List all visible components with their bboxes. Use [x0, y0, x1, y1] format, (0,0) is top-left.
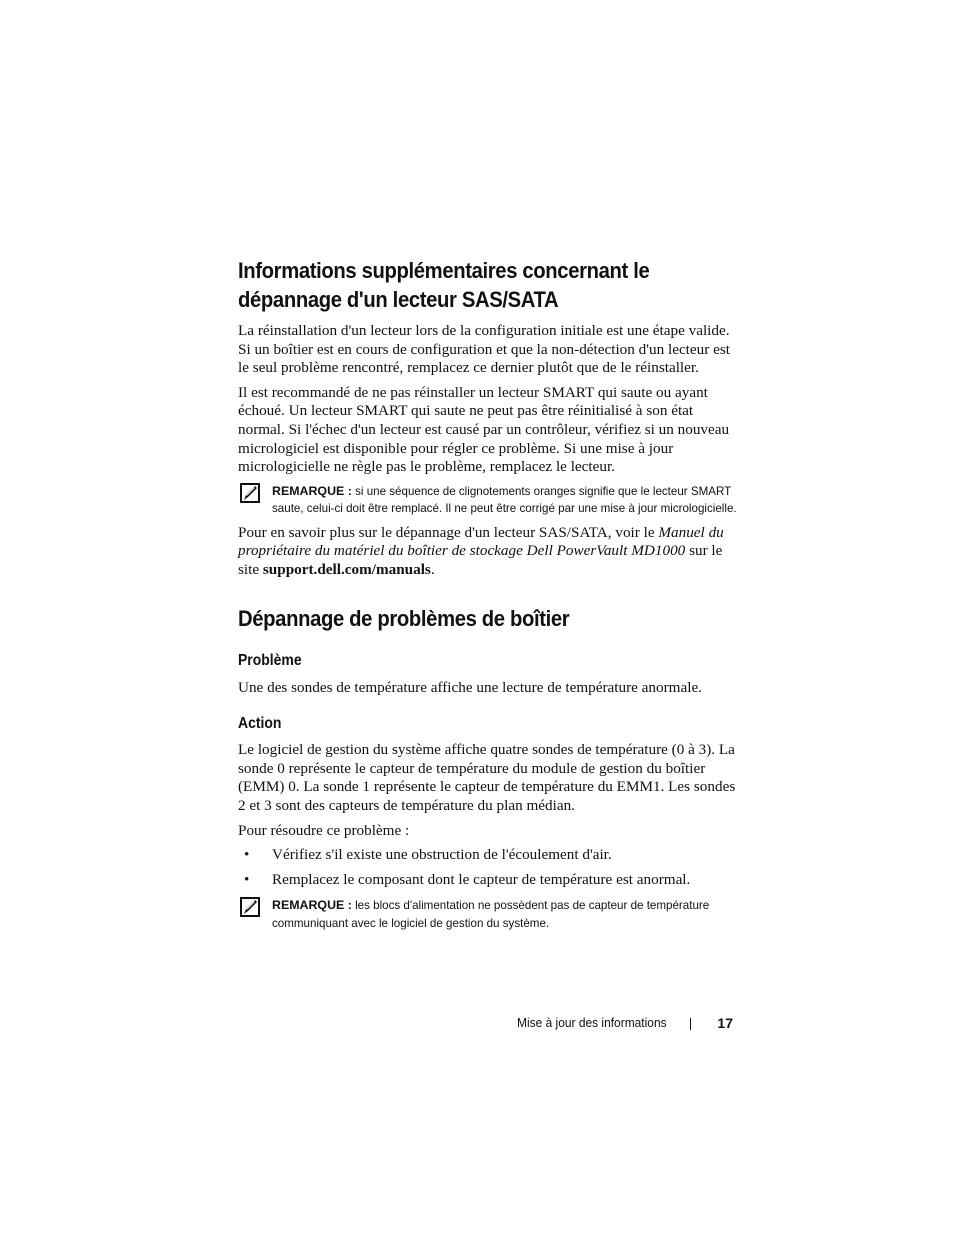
pencil-note-icon: [240, 483, 260, 503]
note-power-supply: [238, 897, 738, 932]
resolve-intro: Pour résoudre ce problème :: [238, 821, 410, 839]
support-link[interactable]: support.dell.com/manuals: [262, 560, 431, 578]
note-text: si une séquence de clignotements oranges signifie que le lecteur SMART saute, celui-ci doit être remplacé. Il ne peut être corrigé par une mise à jour micrologicielle.: [272, 484, 737, 516]
paragraph-reinstall: La réinstallation d'un lecteur lors de la configuration initiale est une étape valide. Si un boîtier est en cours de configuration et que la non-détection d'un lecteur est le seul problème rencontré, remplacez ce dernier plutôt que de le réinstaller.: [238, 322, 730, 377]
footer-separator: [690, 1018, 691, 1030]
note-label: REMARQUE :: [272, 483, 352, 498]
footer-section-name: Mise à jour des informations: [517, 1015, 667, 1030]
action-text: Le logiciel de gestion du système affiche quatre sondes de température (0 à 3). La sonde 0 représente le capteur de température du module de gestion du boîtier (EMM) 0. La sonde 1 représente le capteur de température du EMM1. Les sondes 2 et 3 sont des capteurs de température du plan médian.: [238, 741, 736, 814]
page-footer: [238, 1015, 735, 1035]
paragraph-more-info: [238, 524, 738, 580]
page-number: 17: [717, 1015, 733, 1031]
pencil-note-icon: [240, 897, 260, 917]
resolve-steps-list: [238, 846, 738, 889]
note-text: les blocs d'alimentation ne possèdent pas de capteur de température communiquant avec le logiciel de gestion du système.: [272, 899, 710, 930]
paragraph-smart: Il est recommandé de ne pas réinstaller un lecteur SMART qui saute ou ayant échoué. Un lecteur SMART qui saute ne peut pas être réinitialisé à son état normal. Si l'échec d'un lecteur est causé par un contrôleur, vérifiez si un nouveau micrologiciel est disponible pour régler ce problème. Si une mise à jour micrologicielle ne règle pas le problème, remplacez le lecteur.: [238, 383, 730, 476]
list-item: [238, 846, 738, 865]
more-info-suffix: .: [430, 560, 435, 578]
section-title-sas-sata: Informations supplémentaires concernant le dépannage d'un lecteur SAS/SATA: [238, 258, 650, 312]
list-item-text: Vérifiez s'il existe une obstruction de l'écoulement d'air.: [272, 846, 612, 864]
section-title-enclosure: Dépannage de problèmes de boîtier: [238, 605, 570, 631]
bullet-icon: •: [244, 870, 250, 888]
more-info-prefix: Pour en savoir plus sur le dépannage d'un lecteur SAS/SATA, voir le: [238, 523, 659, 541]
list-item-text: Remplacez le composant dont le capteur de température est anormal.: [272, 870, 691, 888]
list-item: [238, 871, 738, 890]
more-info-middle: sur le site: [238, 542, 723, 578]
note-label: REMARQUE :: [272, 898, 352, 913]
manual-title: Manuel du propriétaire du matériel du boîtier de stockage Dell PowerVault MD1000: [238, 523, 724, 560]
problem-text: Une des sondes de température affiche une lecture de température anormale.: [238, 678, 702, 696]
problem-heading: Problème: [238, 651, 302, 669]
note-smart: [238, 483, 738, 518]
action-heading: Action: [238, 715, 282, 733]
page-content: [238, 256, 738, 932]
bullet-icon: •: [244, 846, 250, 864]
